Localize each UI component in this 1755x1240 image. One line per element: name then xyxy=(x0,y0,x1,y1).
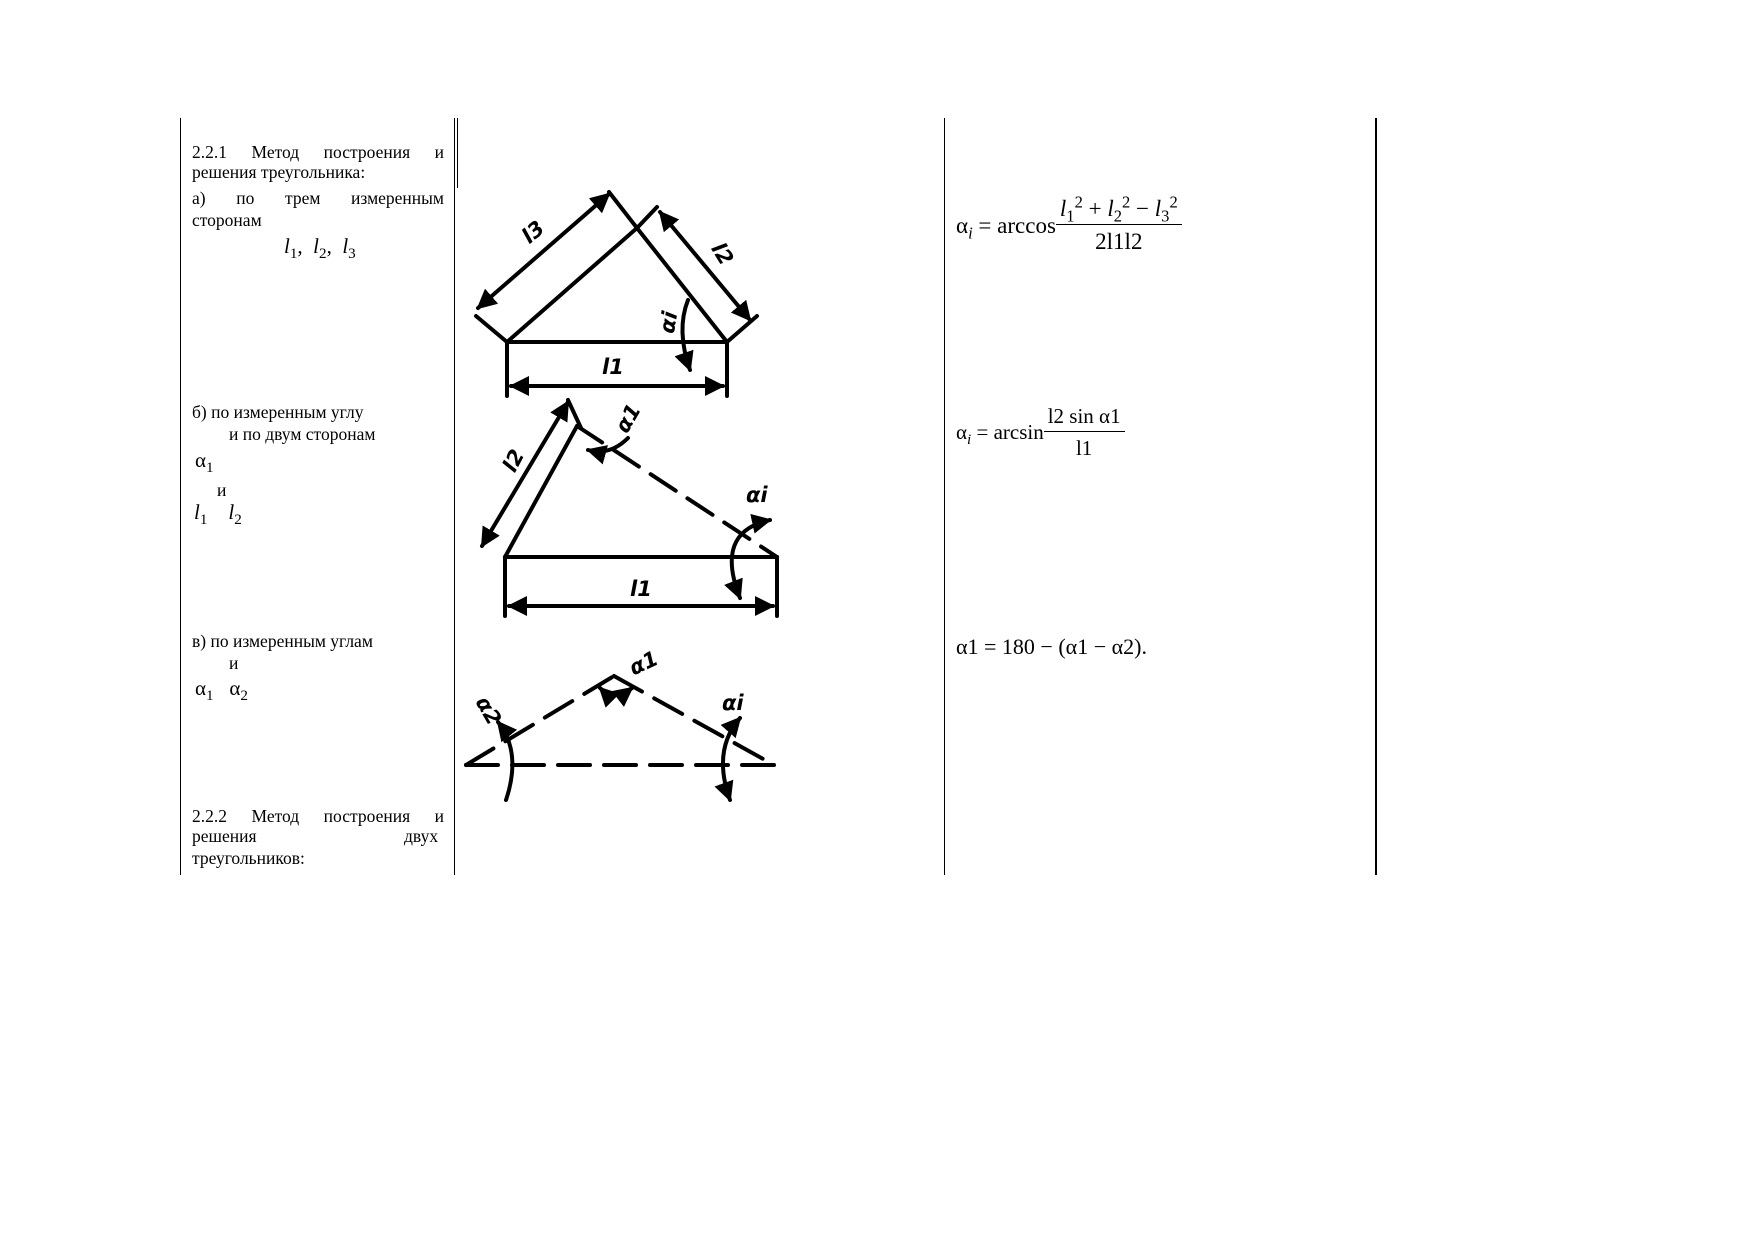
formula-arccos-lhs-sub: i xyxy=(968,223,973,243)
fig1-label-ai: αi xyxy=(654,309,683,336)
fig3-label-a1: α1 xyxy=(625,646,662,681)
formula-arcsin-eq: = xyxy=(976,420,989,444)
formula-arccos xyxy=(956,192,1182,255)
fig3-angle-arc-a1 xyxy=(600,688,632,695)
item-a-line1: а) по трем измеренным xyxy=(192,188,444,208)
fig1-side-l3 xyxy=(507,228,637,342)
fig3-label-ai: αi xyxy=(722,691,744,715)
item-b-and: и xyxy=(217,480,227,500)
item-b-line1: б) по измеренным углу xyxy=(192,402,364,422)
fig3-label-a2: α2 xyxy=(470,692,507,730)
formula-arcsin xyxy=(956,404,1125,461)
section-2-2-1-line1: 2.2.1 Метод построения и xyxy=(192,142,444,162)
fig1-dim-l2 xyxy=(660,212,750,320)
item-b-alpha: $\alpha_1$ xyxy=(195,448,214,477)
fig2-ext-top xyxy=(568,400,581,428)
fig3-side-right-dashed xyxy=(614,676,774,765)
formula-angle-sum: α1 = 180 − (α1 − α2). xyxy=(956,634,1147,659)
item-v-line1: в) по измеренным углам xyxy=(192,631,373,651)
formula-arccos-eq: = xyxy=(978,212,992,238)
fig3-angle-arc-ai xyxy=(723,718,740,800)
formula-arccos-func: arccos xyxy=(997,212,1056,238)
section-2-2-2-line1: 2.2.2 Метод построения и xyxy=(192,806,444,826)
section-2-2-2-line3: треугольников: xyxy=(192,848,305,868)
formula-arccos-fraction xyxy=(1056,192,1182,255)
formula-arcsin-numerator: l2 sin α1 xyxy=(1044,404,1125,432)
fig1-ext-top xyxy=(609,192,637,228)
formula-arccos-lhs: α xyxy=(956,212,969,238)
formula-arccos-numerator: $l_1^2 + l_2^2 - l_3^2$ xyxy=(1056,196,1182,225)
item-b-l1-l2: $l_1$ $l_2$ xyxy=(194,500,242,529)
fig2-label-a1: α1 xyxy=(610,399,646,437)
fig1-angle-arc xyxy=(682,300,690,370)
section-2-2-1-line2: решения треугольника: xyxy=(192,162,366,182)
fig1-ext-left xyxy=(476,316,507,342)
formula-arcsin-fraction xyxy=(1044,404,1125,461)
fig2-label-l2: l2 xyxy=(497,445,530,476)
fig2-angle-arc-a1 xyxy=(588,438,628,452)
item-v-alphas: $\alpha_1$ $\alpha_2$ xyxy=(195,676,248,705)
formula-arcsin-denominator: l1 xyxy=(1075,436,1093,460)
formula-arcsin-lhs-sub: i xyxy=(967,432,972,449)
item-v-and: и xyxy=(229,653,239,673)
fig1-ext-right xyxy=(727,316,757,342)
item-b-line2: и по двум сторонам xyxy=(229,424,376,444)
section-2-2-2-line2b: двух xyxy=(404,826,439,846)
fig1-ext-top2 xyxy=(637,207,657,228)
item-a-vars: $l_1$, $l_2$, $l_3$ xyxy=(284,234,356,263)
formula-arcsin-lhs: α xyxy=(956,420,968,444)
fig2-label-ai: αi xyxy=(746,483,768,507)
fig2-label-l1: l1 xyxy=(630,577,652,601)
fig1-label-l3: l3 xyxy=(517,215,550,249)
fig1-label-l1: l1 xyxy=(602,355,624,379)
fig1-dim-l3 xyxy=(478,194,609,308)
fig1-label-l2: l2 xyxy=(706,238,739,270)
formula-arcsin-func: arcsin xyxy=(993,420,1044,444)
formula-arccos-denominator: 2l1l2 xyxy=(1095,229,1143,254)
section-2-2-2-line2a: решения xyxy=(192,826,257,846)
fig3-angle-arc-a2 xyxy=(498,722,512,800)
item-a-line2: сторонам xyxy=(192,210,262,230)
